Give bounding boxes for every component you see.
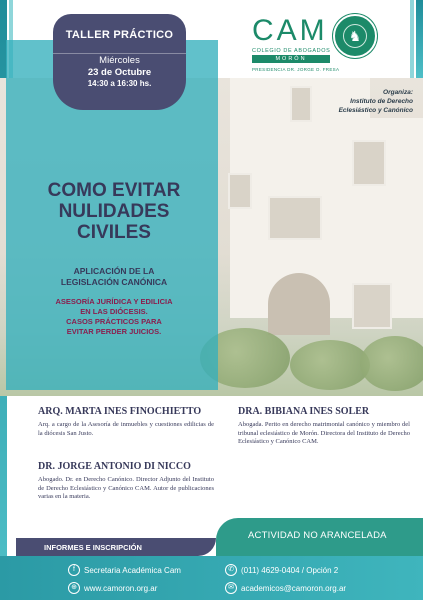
cam-logo [252, 14, 382, 72]
speaker-description: Abogado. Dr. en Derecho Canónico. Director Adjunto del Instituto de Derecho Eclesiástico y Canónico CAM. Autor de publicaciones varias en la materia. [38, 476, 214, 500]
subtitle [18, 266, 210, 288]
phone-icon: ✆ [225, 564, 237, 576]
title-line-3: CIVILES [77, 222, 151, 243]
info-label: INFORMES E INSCRIPCIÓN [44, 543, 142, 552]
contact-footer [0, 556, 423, 600]
speaker-name: DR. JORGE ANTONIO DI NICCO [38, 461, 191, 472]
logo-word: CAM [252, 14, 328, 47]
main-title [18, 180, 210, 243]
garden-bush [290, 340, 370, 390]
organizer-label [339, 88, 413, 115]
facebook-link[interactable]: Secretaria Académica Cam [84, 566, 181, 575]
email-icon: ✉ [225, 582, 237, 594]
seal-icon [333, 14, 377, 58]
phone-number[interactable]: (011) 4629-0404 / Opción 2 [241, 566, 339, 575]
badge-date: 23 de Octubre [87, 67, 152, 78]
speaker-description: Arq. a cargo de la Asesoría de inmuebles y cuestiones edilicias de la diócesis San Justo. [38, 421, 214, 437]
badge-time: 14:30 a 16:30 hs. [87, 79, 152, 88]
title-line-2: NULIDADES [58, 201, 170, 222]
logo-subtitle: COLEGIO DE ABOGADOS [252, 48, 331, 54]
arched-doorway [268, 273, 330, 335]
tagline-line-2: EN LAS DIÓCESIS. [80, 307, 148, 316]
speaker-name: ARQ. MARTA INES FINOCHIETTO [38, 406, 202, 417]
title-line-1: COMO EVITAR [47, 180, 181, 201]
email-link[interactable]: academicos@camoron.org.ar [241, 584, 347, 593]
rooster-icon: ♞ [343, 24, 367, 48]
logo-president: PRESIDENCIA DR. JORGE O. FRESA [252, 67, 340, 72]
subtitle-line-1: APLICACIÓN DE LA [73, 266, 155, 276]
activity-label: ACTIVIDAD NO ARANCELADA [248, 530, 387, 541]
organizer-line-1: Instituto de Derecho [350, 98, 413, 105]
organizer-line-2: Eclesiástico y Canónico [338, 107, 413, 114]
badge-day: Miércoles [99, 55, 140, 66]
badge-title: TALLER PRÁCTICO [65, 29, 174, 41]
logo-place: MORÓN [252, 55, 330, 63]
window [352, 283, 392, 329]
window [290, 86, 312, 122]
organizer-prefix: Organiza: [383, 89, 413, 96]
speaker-description: Abogada. Perito en derecho matrimonial canónico y miembro del tribunal eclesiástico de Morón. Directora del Instituto de Derecho Eclesiástico y Canónico CAM. [238, 421, 410, 445]
garden-bush [360, 336, 423, 391]
right-stripe [416, 0, 423, 80]
balcony-window [268, 196, 322, 240]
speaker-name: DRA. BIBIANA INES SOLER [238, 406, 370, 417]
tagline [18, 297, 210, 337]
tagline-line-3: CASOS PRÁCTICOS PARA [66, 317, 162, 326]
right-stripe-thin [410, 0, 414, 80]
website-link[interactable]: www.camoron.org.ar [84, 584, 158, 593]
window [352, 140, 386, 186]
tagline-line-4: EVITAR PERDER JUICIOS. [66, 327, 162, 336]
badge-divider [53, 53, 186, 54]
facebook-icon: f [68, 564, 80, 576]
globe-icon: ⊕ [68, 582, 80, 594]
window [228, 173, 252, 209]
subtitle-line-2: LEGISLACIÓN CANÓNICA [60, 277, 168, 287]
date-badge [53, 14, 186, 110]
tagline-line-1: ASESORÍA JURÍDICA Y EDILICIA [55, 297, 173, 306]
